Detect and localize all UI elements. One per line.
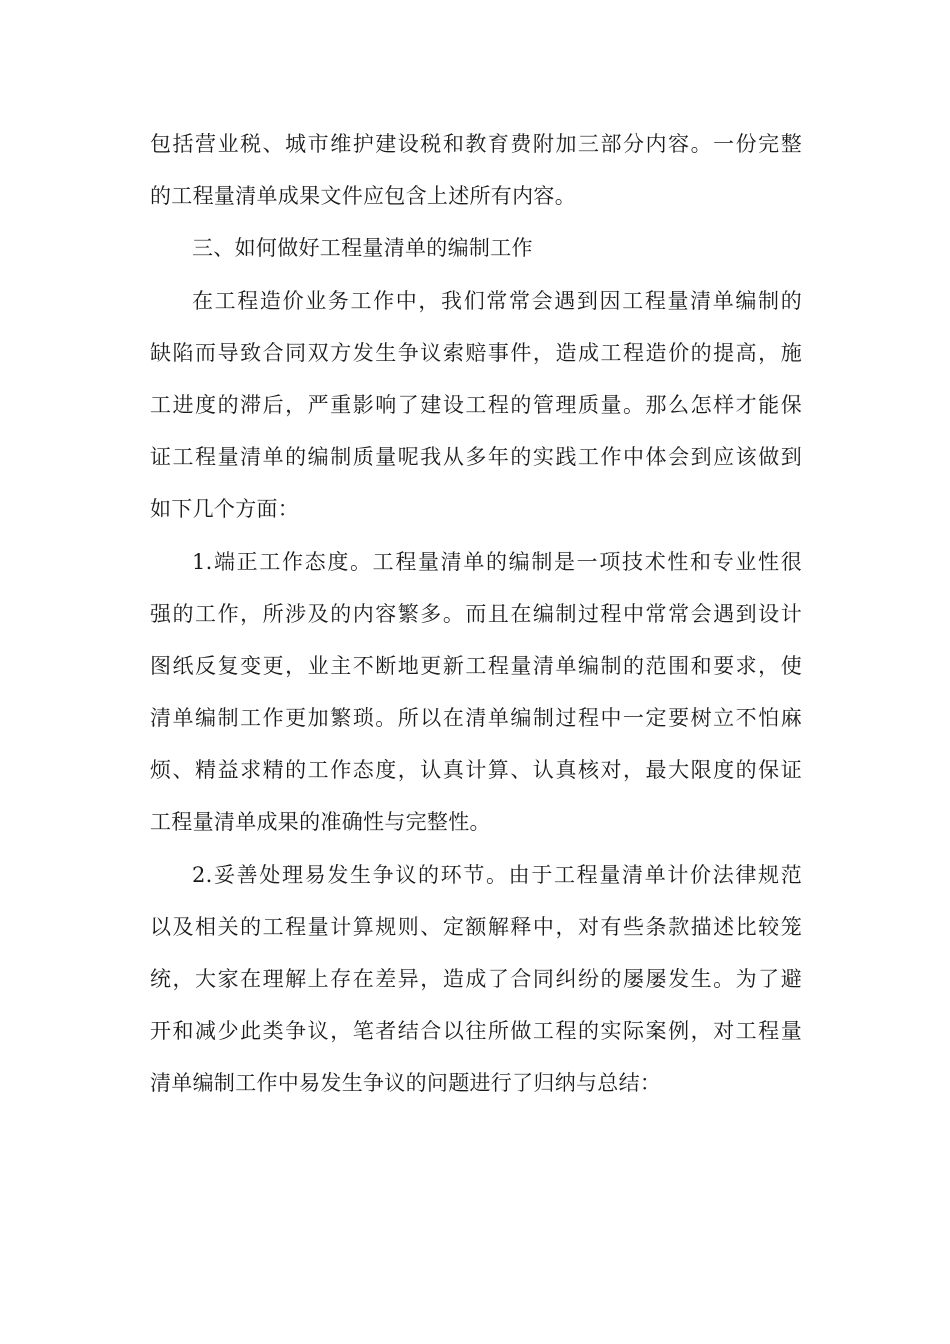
text-line: 如下几个方面： [150,497,300,522]
text-line: 清单编制工作中易发生争议的问题进行了归纳与总结： [150,1071,662,1096]
text-line: 工程量清单成果的准确性与完整性。 [150,810,491,835]
text-line: 缺陷而导致合同双方发生争议索赔事件，造成工程造价的提高，施 [150,340,802,365]
text-line: 证工程量清单的编制质量呢我从多年的实践工作中体会到应该做到 [150,445,802,470]
text-line: 清单编制工作更加繁琐。所以在清单编制过程中一定要树立不怕麻 [150,706,802,731]
text-line: 开和减少此类争议，笔者结合以往所做工程的实际案例，对工程量 [150,1019,802,1044]
text-line: 的工程量清单成果文件应包含上述所有内容。 [150,184,576,209]
text-line: 图纸反复变更，业主不断地更新工程量清单编制的范围和要求，使 [150,653,802,678]
text-line: 包括营业税、城市维护建设税和教育费附加三部分内容。一份完整 [150,132,802,156]
document-body [150,118,802,1110]
text-line: 统，大家在理解上存在差异，造成了合同纠纷的屡屡发生。为了避 [150,967,802,991]
text-line: 2.妥善处理易发生争议的环节。由于工程量清单计价法律规范 [192,862,802,887]
text-line: 在工程造价业务工作中，我们常常会遇到因工程量清单编制的 [192,288,802,313]
text-line: 三、如何做好工程量清单的编制工作 [192,236,533,261]
text-line: 工进度的滞后，严重影响了建设工程的管理质量。那么怎样才能保 [150,392,802,417]
text-line: 1.端正工作态度。工程量清单的编制是一项技术性和专业性很 [192,549,802,574]
text-line: 烦、精益求精的工作态度，认真计算、认真核对，最大限度的保证 [150,758,802,783]
text-line: 强的工作，所涉及的内容繁多。而且在编制过程中常常会遇到设计 [150,601,802,626]
text-line: 以及相关的工程量计算规则、定额解释中，对有些条款描述比较笼 [150,914,802,939]
